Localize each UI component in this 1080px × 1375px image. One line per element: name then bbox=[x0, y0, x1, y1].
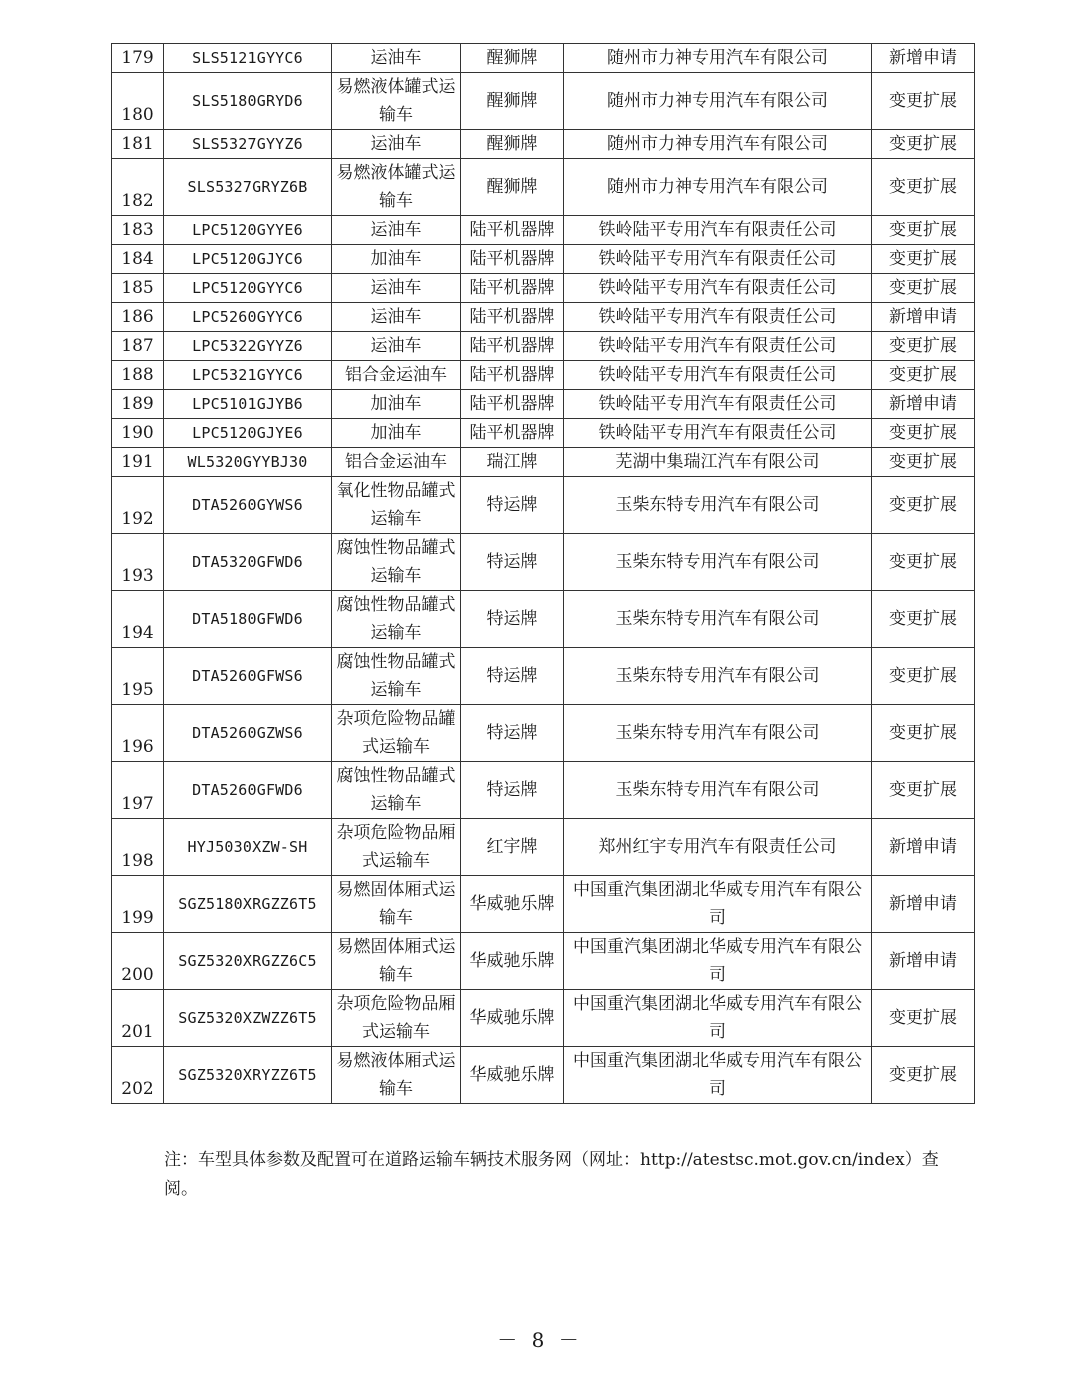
cell-brand: 特运牌 bbox=[461, 534, 564, 591]
cell-company: 中国重汽集团湖北华威专用汽车有限公司 bbox=[564, 933, 872, 990]
cell-number: 189 bbox=[112, 390, 164, 419]
cell-brand: 特运牌 bbox=[461, 705, 564, 762]
cell-model: LPC5120GYYC6 bbox=[164, 274, 332, 303]
cell-company: 郑州红宇专用汽车有限责任公司 bbox=[564, 819, 872, 876]
cell-model: SLS5121GYYC6 bbox=[164, 44, 332, 73]
cell-application-type: 变更扩展 bbox=[872, 591, 975, 648]
table-row bbox=[112, 876, 975, 933]
cell-model: LPC5120GJYC6 bbox=[164, 245, 332, 274]
table-row bbox=[112, 534, 975, 591]
cell-application-type: 新增申请 bbox=[872, 933, 975, 990]
cell-application-type: 变更扩展 bbox=[872, 705, 975, 762]
cell-company: 玉柴东特专用汽车有限公司 bbox=[564, 648, 872, 705]
cell-number: 198 bbox=[112, 819, 164, 876]
cell-vehicle-name: 腐蚀性物品罐式运输车 bbox=[332, 648, 461, 705]
cell-application-type: 变更扩展 bbox=[872, 534, 975, 591]
table-row bbox=[112, 361, 975, 390]
cell-vehicle-name: 杂项危险物品厢式运输车 bbox=[332, 990, 461, 1047]
cell-vehicle-name: 加油车 bbox=[332, 419, 461, 448]
cell-company: 玉柴东特专用汽车有限公司 bbox=[564, 534, 872, 591]
cell-model: SLS5327GYYZ6 bbox=[164, 130, 332, 159]
cell-company: 随州市力神专用汽车有限公司 bbox=[564, 159, 872, 216]
cell-model: DTA5260GFWS6 bbox=[164, 648, 332, 705]
cell-application-type: 变更扩展 bbox=[872, 648, 975, 705]
cell-vehicle-name: 易燃固体厢式运输车 bbox=[332, 933, 461, 990]
cell-brand: 陆平机器牌 bbox=[461, 274, 564, 303]
cell-vehicle-name: 铝合金运油车 bbox=[332, 448, 461, 477]
cell-company: 中国重汽集团湖北华威专用汽车有限公司 bbox=[564, 1047, 872, 1104]
table-row bbox=[112, 705, 975, 762]
cell-model: SLS5180GRYD6 bbox=[164, 73, 332, 130]
cell-application-type: 新增申请 bbox=[872, 44, 975, 73]
cell-brand: 特运牌 bbox=[461, 762, 564, 819]
table-row bbox=[112, 216, 975, 245]
table-row bbox=[112, 73, 975, 130]
cell-brand: 醒狮牌 bbox=[461, 44, 564, 73]
cell-model: SLS5327GRYZ6B bbox=[164, 159, 332, 216]
cell-vehicle-name: 杂项危险物品厢式运输车 bbox=[332, 819, 461, 876]
cell-application-type: 变更扩展 bbox=[872, 332, 975, 361]
table-row bbox=[112, 44, 975, 73]
cell-vehicle-name: 腐蚀性物品罐式运输车 bbox=[332, 762, 461, 819]
cell-company: 玉柴东特专用汽车有限公司 bbox=[564, 591, 872, 648]
cell-vehicle-name: 易燃液体厢式运输车 bbox=[332, 1047, 461, 1104]
cell-vehicle-name: 运油车 bbox=[332, 332, 461, 361]
cell-number: 197 bbox=[112, 762, 164, 819]
cell-application-type: 变更扩展 bbox=[872, 477, 975, 534]
cell-model: LPC5321GYYC6 bbox=[164, 361, 332, 390]
cell-vehicle-name: 加油车 bbox=[332, 245, 461, 274]
cell-model: DTA5180GFWD6 bbox=[164, 591, 332, 648]
cell-application-type: 变更扩展 bbox=[872, 216, 975, 245]
cell-company: 芜湖中集瑞江汽车有限公司 bbox=[564, 448, 872, 477]
cell-company: 中国重汽集团湖北华威专用汽车有限公司 bbox=[564, 990, 872, 1047]
cell-application-type: 变更扩展 bbox=[872, 448, 975, 477]
cell-model: LPC5120GJYE6 bbox=[164, 419, 332, 448]
cell-brand: 醒狮牌 bbox=[461, 130, 564, 159]
table-row bbox=[112, 390, 975, 419]
cell-vehicle-name: 运油车 bbox=[332, 130, 461, 159]
cell-number: 188 bbox=[112, 361, 164, 390]
table-row bbox=[112, 274, 975, 303]
cell-brand: 特运牌 bbox=[461, 648, 564, 705]
cell-application-type: 变更扩展 bbox=[872, 990, 975, 1047]
cell-application-type: 变更扩展 bbox=[872, 73, 975, 130]
cell-application-type: 变更扩展 bbox=[872, 130, 975, 159]
cell-number: 181 bbox=[112, 130, 164, 159]
cell-model: DTA5260GFWD6 bbox=[164, 762, 332, 819]
cell-company: 铁岭陆平专用汽车有限责任公司 bbox=[564, 303, 872, 332]
cell-application-type: 新增申请 bbox=[872, 819, 975, 876]
cell-company: 玉柴东特专用汽车有限公司 bbox=[564, 477, 872, 534]
cell-vehicle-name: 运油车 bbox=[332, 274, 461, 303]
cell-brand: 华威驰乐牌 bbox=[461, 933, 564, 990]
cell-application-type: 变更扩展 bbox=[872, 1047, 975, 1104]
cell-number: 201 bbox=[112, 990, 164, 1047]
cell-brand: 陆平机器牌 bbox=[461, 332, 564, 361]
cell-brand: 陆平机器牌 bbox=[461, 216, 564, 245]
cell-number: 200 bbox=[112, 933, 164, 990]
cell-company: 铁岭陆平专用汽车有限责任公司 bbox=[564, 419, 872, 448]
cell-vehicle-name: 铝合金运油车 bbox=[332, 361, 461, 390]
cell-vehicle-name: 氧化性物品罐式运输车 bbox=[332, 477, 461, 534]
cell-application-type: 变更扩展 bbox=[872, 361, 975, 390]
cell-brand: 陆平机器牌 bbox=[461, 361, 564, 390]
cell-company: 铁岭陆平专用汽车有限责任公司 bbox=[564, 245, 872, 274]
cell-application-type: 新增申请 bbox=[872, 303, 975, 332]
cell-application-type: 新增申请 bbox=[872, 390, 975, 419]
cell-number: 193 bbox=[112, 534, 164, 591]
cell-number: 192 bbox=[112, 477, 164, 534]
cell-vehicle-name: 运油车 bbox=[332, 216, 461, 245]
cell-number: 191 bbox=[112, 448, 164, 477]
cell-application-type: 变更扩展 bbox=[872, 419, 975, 448]
cell-number: 194 bbox=[112, 591, 164, 648]
cell-company: 铁岭陆平专用汽车有限责任公司 bbox=[564, 332, 872, 361]
table-row bbox=[112, 990, 975, 1047]
cell-company: 随州市力神专用汽车有限公司 bbox=[564, 73, 872, 130]
table-row bbox=[112, 419, 975, 448]
cell-company: 随州市力神专用汽车有限公司 bbox=[564, 130, 872, 159]
cell-application-type: 变更扩展 bbox=[872, 159, 975, 216]
cell-number: 179 bbox=[112, 44, 164, 73]
table-row bbox=[112, 130, 975, 159]
cell-number: 199 bbox=[112, 876, 164, 933]
table-body bbox=[112, 44, 975, 1104]
cell-application-type: 变更扩展 bbox=[872, 762, 975, 819]
cell-model: SGZ5320XZWZZ6T5 bbox=[164, 990, 332, 1047]
cell-company: 铁岭陆平专用汽车有限责任公司 bbox=[564, 390, 872, 419]
cell-number: 202 bbox=[112, 1047, 164, 1104]
cell-brand: 瑞江牌 bbox=[461, 448, 564, 477]
cell-company: 铁岭陆平专用汽车有限责任公司 bbox=[564, 361, 872, 390]
table-row bbox=[112, 303, 975, 332]
cell-application-type: 变更扩展 bbox=[872, 274, 975, 303]
cell-number: 185 bbox=[112, 274, 164, 303]
cell-model: LPC5260GYYC6 bbox=[164, 303, 332, 332]
table-row bbox=[112, 648, 975, 705]
table-row bbox=[112, 933, 975, 990]
vehicle-model-table bbox=[111, 43, 975, 1104]
cell-model: DTA5260GZWS6 bbox=[164, 705, 332, 762]
cell-vehicle-name: 易燃固体厢式运输车 bbox=[332, 876, 461, 933]
cell-number: 184 bbox=[112, 245, 164, 274]
cell-brand: 红宇牌 bbox=[461, 819, 564, 876]
cell-model: LPC5120GYYE6 bbox=[164, 216, 332, 245]
cell-company: 中国重汽集团湖北华威专用汽车有限公司 bbox=[564, 876, 872, 933]
cell-brand: 华威驰乐牌 bbox=[461, 990, 564, 1047]
cell-number: 186 bbox=[112, 303, 164, 332]
table-row bbox=[112, 762, 975, 819]
cell-brand: 华威驰乐牌 bbox=[461, 876, 564, 933]
table-row bbox=[112, 591, 975, 648]
cell-application-type: 变更扩展 bbox=[872, 245, 975, 274]
cell-model: HYJ5030XZW-SH bbox=[164, 819, 332, 876]
table-row bbox=[112, 1047, 975, 1104]
cell-model: DTA5320GFWD6 bbox=[164, 534, 332, 591]
footnote: 注：车型具体参数及配置可在道路运输车辆技术服务网（网址：http://atestsc.mot.gov.cn/index）查阅。 bbox=[164, 1150, 939, 1199]
cell-model: SGZ5180XRGZZ6T5 bbox=[164, 876, 332, 933]
cell-vehicle-name: 腐蚀性物品罐式运输车 bbox=[332, 534, 461, 591]
table-row bbox=[112, 245, 975, 274]
page-number: － 8 － bbox=[497, 1328, 583, 1352]
cell-number: 190 bbox=[112, 419, 164, 448]
cell-vehicle-name: 腐蚀性物品罐式运输车 bbox=[332, 591, 461, 648]
cell-brand: 陆平机器牌 bbox=[461, 303, 564, 332]
cell-number: 182 bbox=[112, 159, 164, 216]
cell-brand: 华威驰乐牌 bbox=[461, 1047, 564, 1104]
cell-vehicle-name: 运油车 bbox=[332, 303, 461, 332]
cell-model: SGZ5320XRYZZ6T5 bbox=[164, 1047, 332, 1104]
cell-number: 183 bbox=[112, 216, 164, 245]
cell-brand: 陆平机器牌 bbox=[461, 419, 564, 448]
cell-brand: 醒狮牌 bbox=[461, 73, 564, 130]
cell-model: LPC5322GYYZ6 bbox=[164, 332, 332, 361]
cell-company: 铁岭陆平专用汽车有限责任公司 bbox=[564, 274, 872, 303]
table-row bbox=[112, 159, 975, 216]
table-row bbox=[112, 448, 975, 477]
cell-number: 195 bbox=[112, 648, 164, 705]
cell-company: 随州市力神专用汽车有限公司 bbox=[564, 44, 872, 73]
cell-company: 玉柴东特专用汽车有限公司 bbox=[564, 762, 872, 819]
cell-model: LPC5101GJYB6 bbox=[164, 390, 332, 419]
cell-model: DTA5260GYWS6 bbox=[164, 477, 332, 534]
cell-brand: 特运牌 bbox=[461, 477, 564, 534]
cell-brand: 陆平机器牌 bbox=[461, 245, 564, 274]
cell-vehicle-name: 易燃液体罐式运输车 bbox=[332, 159, 461, 216]
cell-vehicle-name: 加油车 bbox=[332, 390, 461, 419]
cell-number: 196 bbox=[112, 705, 164, 762]
cell-vehicle-name: 运油车 bbox=[332, 44, 461, 73]
table-row bbox=[112, 819, 975, 876]
cell-vehicle-name: 易燃液体罐式运输车 bbox=[332, 73, 461, 130]
cell-brand: 醒狮牌 bbox=[461, 159, 564, 216]
cell-number: 180 bbox=[112, 73, 164, 130]
cell-brand: 陆平机器牌 bbox=[461, 390, 564, 419]
cell-number: 187 bbox=[112, 332, 164, 361]
cell-application-type: 新增申请 bbox=[872, 876, 975, 933]
table-row bbox=[112, 332, 975, 361]
cell-brand: 特运牌 bbox=[461, 591, 564, 648]
cell-model: SGZ5320XRGZZ6C5 bbox=[164, 933, 332, 990]
cell-company: 玉柴东特专用汽车有限公司 bbox=[564, 705, 872, 762]
cell-vehicle-name: 杂项危险物品罐式运输车 bbox=[332, 705, 461, 762]
cell-company: 铁岭陆平专用汽车有限责任公司 bbox=[564, 216, 872, 245]
cell-model: WL5320GYYBJ30 bbox=[164, 448, 332, 477]
table-row bbox=[112, 477, 975, 534]
